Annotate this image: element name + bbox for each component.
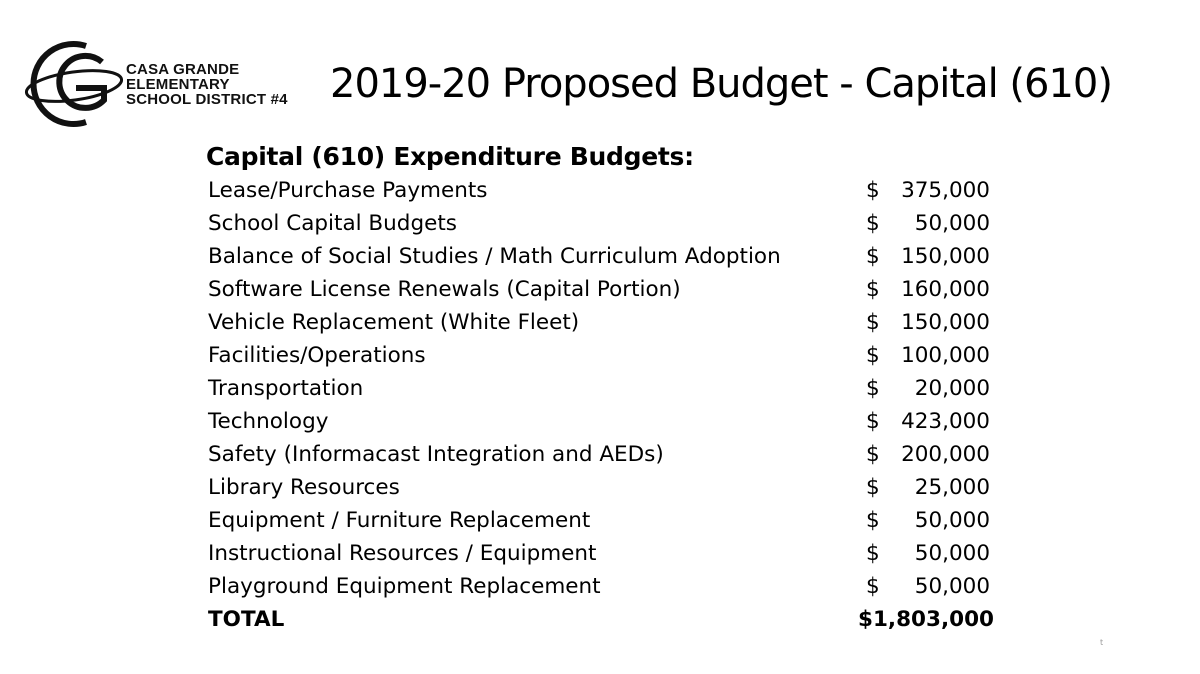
budget-row bbox=[208, 438, 1008, 471]
budget-item-amount: 150,000 bbox=[901, 244, 990, 269]
currency-symbol: $ bbox=[866, 376, 880, 401]
cg-logo-icon bbox=[24, 38, 124, 134]
budget-item-amount: 50,000 bbox=[914, 211, 990, 236]
currency-symbol: $ bbox=[866, 475, 880, 500]
budget-item-label: Safety (Informacast Integration and AEDs) bbox=[208, 442, 664, 467]
currency-symbol: $ bbox=[866, 541, 880, 566]
budget-row bbox=[208, 240, 1008, 273]
budget-item-label: Balance of Social Studies / Math Curriculum Adoption bbox=[208, 244, 781, 269]
budget-item-amount: 50,000 bbox=[914, 574, 990, 599]
budget-row bbox=[208, 570, 1008, 603]
currency-symbol: $ bbox=[866, 409, 880, 434]
currency-symbol: $ bbox=[866, 442, 880, 467]
total-amount: $1,803,000 bbox=[857, 607, 994, 632]
budget-row bbox=[208, 174, 1008, 207]
budget-row bbox=[208, 339, 1008, 372]
slide-title: 2019-20 Proposed Budget - Capital (610) bbox=[330, 61, 1112, 107]
budget-item-amount: 160,000 bbox=[901, 277, 990, 302]
budget-item-amount: 50,000 bbox=[914, 541, 990, 566]
budget-item-amount: 100,000 bbox=[901, 343, 990, 368]
budget-item-amount: 200,000 bbox=[901, 442, 990, 467]
budget-item-amount: 25,000 bbox=[914, 475, 990, 500]
total-row bbox=[208, 603, 1008, 636]
budget-row bbox=[208, 273, 1008, 306]
budget-item-amount: 423,000 bbox=[901, 409, 990, 434]
currency-symbol: $ bbox=[866, 211, 880, 236]
budget-item-label: Transportation bbox=[208, 376, 364, 401]
district-name-line1: CASA GRANDE bbox=[126, 61, 240, 78]
budget-item-label: Facilities/Operations bbox=[208, 343, 426, 368]
currency-symbol: $ bbox=[866, 343, 880, 368]
district-logo bbox=[24, 38, 314, 134]
budget-item-label: Lease/Purchase Payments bbox=[208, 178, 488, 203]
budget-row bbox=[208, 537, 1008, 570]
currency-symbol: $ bbox=[866, 244, 880, 269]
currency-symbol: $ bbox=[866, 178, 880, 203]
budget-item-amount: 375,000 bbox=[901, 178, 990, 203]
budget-row bbox=[208, 207, 1008, 240]
district-name-line3: SCHOOL DISTRICT #4 bbox=[126, 91, 288, 108]
currency-symbol: $ bbox=[866, 277, 880, 302]
budget-item-label: School Capital Budgets bbox=[208, 211, 457, 236]
district-name bbox=[126, 62, 288, 107]
budget-row bbox=[208, 405, 1008, 438]
budget-item-label: Technology bbox=[208, 409, 329, 434]
budget-row bbox=[208, 504, 1008, 537]
budget-item-amount: 50,000 bbox=[914, 508, 990, 533]
budget-row bbox=[208, 372, 1008, 405]
budget-row bbox=[208, 471, 1008, 504]
budget-item-amount: 150,000 bbox=[901, 310, 990, 335]
budget-item-label: Instructional Resources / Equipment bbox=[208, 541, 597, 566]
currency-symbol: $ bbox=[866, 310, 880, 335]
budget-row bbox=[208, 306, 1008, 339]
section-heading: Capital (610) Expenditure Budgets: bbox=[206, 142, 694, 171]
budget-item-label: Vehicle Replacement (White Fleet) bbox=[208, 310, 580, 335]
total-label: TOTAL bbox=[208, 607, 285, 632]
footer-mark: t bbox=[1100, 638, 1104, 647]
budget-item-label: Playground Equipment Replacement bbox=[208, 574, 601, 599]
currency-symbol: $ bbox=[866, 574, 880, 599]
district-name-line2: ELEMENTARY bbox=[126, 76, 230, 93]
budget-item-label: Equipment / Furniture Replacement bbox=[208, 508, 591, 533]
budget-item-label: Library Resources bbox=[208, 475, 400, 500]
budget-table bbox=[208, 174, 1008, 636]
currency-symbol: $ bbox=[866, 508, 880, 533]
budget-item-label: Software License Renewals (Capital Portion) bbox=[208, 277, 681, 302]
budget-item-amount: 20,000 bbox=[914, 376, 990, 401]
